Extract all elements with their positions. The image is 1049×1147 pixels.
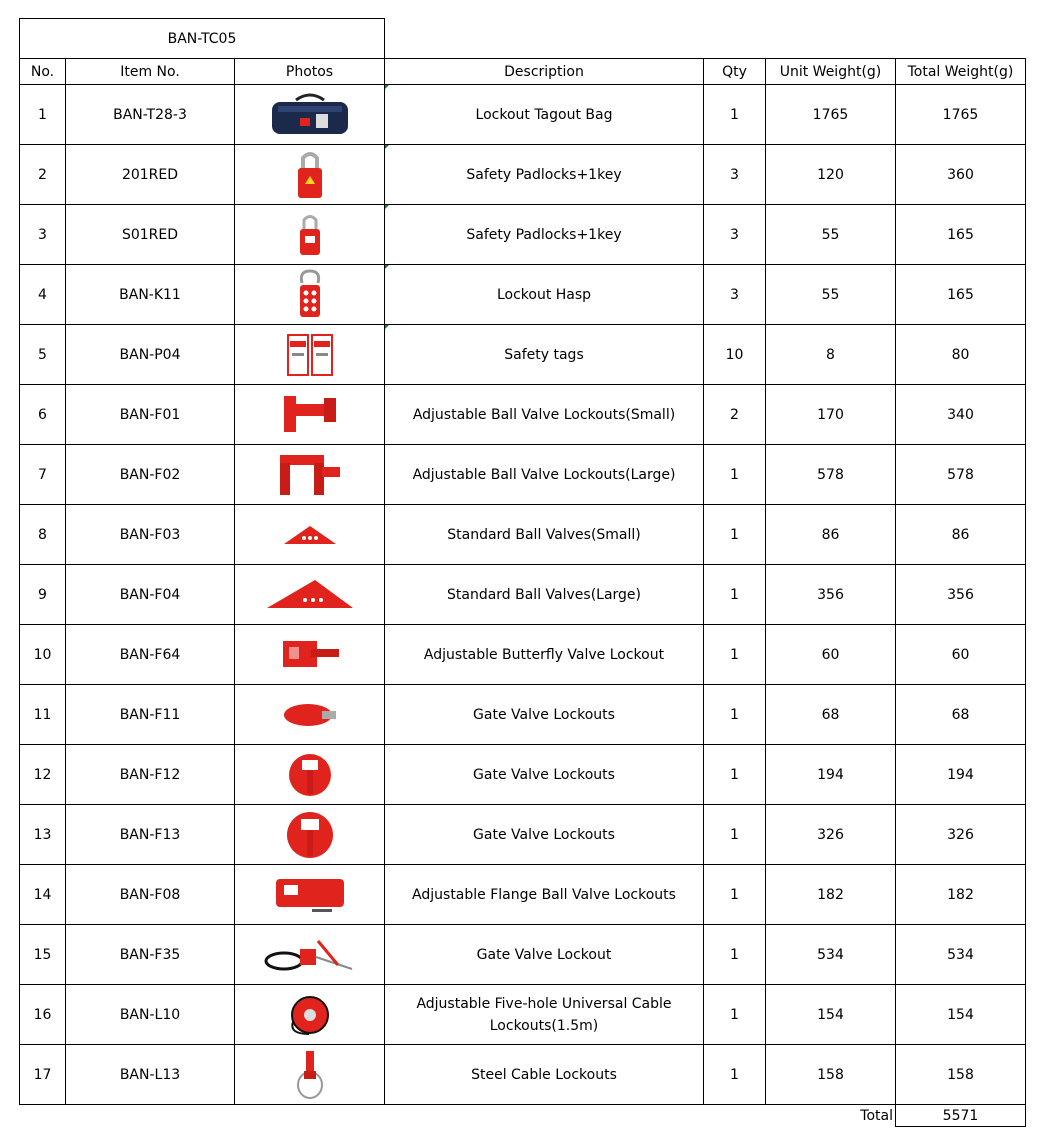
total-weight-text: 154 <box>947 1006 974 1023</box>
item-qty <box>704 565 766 625</box>
item-qty <box>704 445 766 505</box>
table-row <box>20 325 1026 385</box>
item-number-text: BAN-F08 <box>119 886 181 903</box>
total-label: Total <box>860 1107 893 1124</box>
item-description-text: Steel Cable Lockouts <box>471 1066 617 1083</box>
item-description-text: Gate Valve Lockouts <box>473 706 615 723</box>
item-photo <box>235 445 385 505</box>
item-description-text: Safety Padlocks+1key <box>466 226 622 243</box>
unit-weight-text: 55 <box>821 286 840 303</box>
total-weight-text: 326 <box>947 826 974 843</box>
unit-weight-text: 120 <box>817 166 844 183</box>
tool-bag-icon <box>239 92 380 138</box>
item-description-text: Adjustable Butterfly Valve Lockout <box>423 646 665 663</box>
row-number-text: 8 <box>38 526 47 543</box>
item-number <box>66 265 235 325</box>
item-description-text: Standard Ball Valves(Large) <box>446 586 642 603</box>
unit-weight <box>766 625 896 685</box>
table-row <box>20 805 1026 865</box>
item-photo <box>235 565 385 625</box>
unit-weight-text: 356 <box>817 586 844 603</box>
row-number-text: 5 <box>38 346 47 363</box>
item-number-text: BAN-L13 <box>119 1066 181 1083</box>
row-number <box>20 145 66 205</box>
row-number <box>20 745 66 805</box>
standard-valve-large-icon <box>239 578 380 612</box>
row-number <box>20 445 66 505</box>
ball-valve-small-icon <box>239 394 380 436</box>
total-weight-text: 578 <box>947 466 974 483</box>
title-spacer <box>385 19 1026 59</box>
unit-weight <box>766 325 896 385</box>
unit-weight <box>766 925 896 985</box>
item-qty <box>704 205 766 265</box>
row-number-text: 4 <box>38 286 47 303</box>
item-qty <box>704 385 766 445</box>
total-weight-text: 360 <box>947 166 974 183</box>
total-weight-text: 60 <box>951 646 970 663</box>
item-qty-text: 10 <box>725 346 744 363</box>
row-number-text: 1 <box>38 106 47 123</box>
total-weight-text: 1765 <box>942 106 979 123</box>
row-number <box>20 385 66 445</box>
row-number-text: 14 <box>33 886 52 903</box>
item-number <box>66 925 235 985</box>
row-number-text: 16 <box>33 1006 52 1023</box>
item-qty-text: 3 <box>730 226 739 243</box>
table-row <box>20 925 1026 985</box>
item-qty <box>704 985 766 1045</box>
item-description <box>385 265 704 325</box>
item-number-text: 201RED <box>121 166 179 183</box>
total-weight <box>896 565 1026 625</box>
unit-weight <box>766 385 896 445</box>
unit-weight <box>766 745 896 805</box>
table-row <box>20 565 1026 625</box>
item-description-text: Adjustable Ball Valve Lockouts(Small) <box>412 406 676 423</box>
row-number <box>20 925 66 985</box>
packing-list-table <box>19 18 1026 1127</box>
item-number-text: BAN-F35 <box>119 946 181 963</box>
item-number <box>66 385 235 445</box>
cell-comment-marker <box>385 85 389 89</box>
item-number <box>66 745 235 805</box>
item-qty-text: 1 <box>730 766 739 783</box>
item-number-text: BAN-F02 <box>119 466 181 483</box>
item-description <box>385 565 704 625</box>
cell-comment-marker <box>385 325 389 329</box>
header-description: Description <box>385 59 704 85</box>
item-qty <box>704 85 766 145</box>
item-number-text: BAN-F03 <box>119 526 181 543</box>
item-number-text: BAN-L10 <box>119 1006 181 1023</box>
item-qty <box>704 925 766 985</box>
item-number <box>66 685 235 745</box>
item-photo <box>235 505 385 565</box>
table-row <box>20 445 1026 505</box>
table-row <box>20 505 1026 565</box>
gate-valve-small-icon <box>239 701 380 729</box>
item-photo <box>235 85 385 145</box>
item-description-text: Adjustable Flange Ball Valve Lockouts <box>412 886 676 903</box>
table-row <box>20 1045 1026 1105</box>
item-photo <box>235 385 385 445</box>
row-number <box>20 865 66 925</box>
unit-weight <box>766 565 896 625</box>
total-weight-text: 340 <box>947 406 974 423</box>
unit-weight <box>766 685 896 745</box>
item-description-text: Adjustable Five-hole Universal Cable Lockouts(1.5m) <box>416 995 672 1034</box>
total-weight-text: 165 <box>947 286 974 303</box>
total-weight-text: 194 <box>947 766 974 783</box>
cell-comment-marker <box>385 205 389 209</box>
item-description <box>385 685 704 745</box>
safety-tags-icon <box>239 333 380 377</box>
cable-gate-lockout-icon <box>239 935 380 975</box>
row-number-text: 9 <box>38 586 47 603</box>
unit-weight <box>766 1045 896 1105</box>
item-number-text: S01RED <box>121 226 179 243</box>
item-description <box>385 1045 704 1105</box>
row-number <box>20 505 66 565</box>
unit-weight-text: 170 <box>817 406 844 423</box>
table-row <box>20 385 1026 445</box>
unit-weight-text: 55 <box>821 226 840 243</box>
item-description <box>385 985 704 1045</box>
item-qty <box>704 505 766 565</box>
header-item-no: Item No. <box>66 59 235 85</box>
total-weight-text: 68 <box>951 706 970 723</box>
total-weight <box>896 625 1026 685</box>
unit-weight <box>766 265 896 325</box>
item-description-text: Standard Ball Valves(Small) <box>447 526 641 543</box>
total-weight <box>896 325 1026 385</box>
unit-weight-text: 60 <box>821 646 840 663</box>
item-qty <box>704 325 766 385</box>
row-number-text: 17 <box>33 1066 52 1083</box>
item-photo <box>235 865 385 925</box>
item-qty <box>704 745 766 805</box>
total-weight <box>896 745 1026 805</box>
flange-valve-icon <box>239 875 380 915</box>
item-number-text: BAN-F11 <box>119 706 181 723</box>
total-weight <box>896 385 1026 445</box>
row-number <box>20 265 66 325</box>
total-weight <box>896 865 1026 925</box>
item-photo <box>235 985 385 1045</box>
row-number-text: 7 <box>38 466 47 483</box>
header-total-weight: Total Weight(g) <box>896 59 1026 85</box>
item-description-text: Gate Valve Lockouts <box>473 826 615 843</box>
total-weight-text: 80 <box>951 346 970 363</box>
item-photo <box>235 625 385 685</box>
row-number-text: 15 <box>33 946 52 963</box>
item-description <box>385 145 704 205</box>
item-number <box>66 145 235 205</box>
unit-weight <box>766 865 896 925</box>
packing-list-sheet <box>19 18 1026 1127</box>
total-weight-text: 158 <box>947 1066 974 1083</box>
item-qty-text: 1 <box>730 1006 739 1023</box>
item-number <box>66 985 235 1045</box>
item-number-text: BAN-F64 <box>119 646 181 663</box>
item-qty-text: 1 <box>730 586 739 603</box>
unit-weight <box>766 985 896 1045</box>
row-number-text: 2 <box>38 166 47 183</box>
table-row <box>20 985 1026 1045</box>
item-description-text: Safety tags <box>504 346 584 363</box>
unit-weight-text: 154 <box>817 1006 844 1023</box>
item-qty-text: 3 <box>730 166 739 183</box>
item-description <box>385 625 704 685</box>
table-row <box>20 265 1026 325</box>
ball-valve-large-icon <box>239 453 380 497</box>
row-number <box>20 985 66 1045</box>
item-description <box>385 925 704 985</box>
item-qty <box>704 265 766 325</box>
item-description <box>385 745 704 805</box>
header-unit-weight: Unit Weight(g) <box>766 59 896 85</box>
steel-cable-icon <box>239 1049 380 1101</box>
item-number <box>66 505 235 565</box>
total-weight <box>896 1045 1026 1105</box>
item-number-text: BAN-F13 <box>119 826 181 843</box>
unit-weight <box>766 445 896 505</box>
title-row <box>20 19 1026 59</box>
header-qty: Qty <box>704 59 766 85</box>
row-number-text: 13 <box>33 826 52 843</box>
unit-weight-text: 534 <box>817 946 844 963</box>
row-number-text: 12 <box>33 766 52 783</box>
unit-weight <box>766 145 896 205</box>
item-number <box>66 205 235 265</box>
item-description <box>385 865 704 925</box>
row-number <box>20 325 66 385</box>
item-photo <box>235 685 385 745</box>
row-number <box>20 625 66 685</box>
unit-weight-text: 194 <box>817 766 844 783</box>
total-weight-text: 182 <box>947 886 974 903</box>
total-spacer <box>20 1105 766 1127</box>
item-description-text: Safety Padlocks+1key <box>466 166 622 183</box>
item-qty <box>704 625 766 685</box>
butterfly-valve-icon <box>239 637 380 673</box>
item-number <box>66 85 235 145</box>
gate-valve-large-icon <box>239 810 380 860</box>
item-qty-text: 1 <box>730 826 739 843</box>
item-number <box>66 805 235 865</box>
row-number <box>20 1045 66 1105</box>
item-photo <box>235 1045 385 1105</box>
item-qty <box>704 145 766 205</box>
total-weight <box>896 685 1026 745</box>
item-description <box>385 325 704 385</box>
row-number-text: 6 <box>38 406 47 423</box>
cell-comment-marker <box>385 145 389 149</box>
total-weight-text: 534 <box>947 946 974 963</box>
unit-weight <box>766 505 896 565</box>
total-weight <box>896 85 1026 145</box>
item-number <box>66 625 235 685</box>
table-row <box>20 865 1026 925</box>
total-weight <box>896 205 1026 265</box>
unit-weight <box>766 805 896 865</box>
item-qty-text: 1 <box>730 106 739 123</box>
item-qty-text: 2 <box>730 406 739 423</box>
table-row <box>20 685 1026 745</box>
row-number-text: 11 <box>33 706 52 723</box>
row-number <box>20 205 66 265</box>
item-description <box>385 385 704 445</box>
unit-weight <box>766 205 896 265</box>
standard-valve-small-icon <box>239 522 380 548</box>
item-photo <box>235 805 385 865</box>
item-number <box>66 325 235 385</box>
unit-weight-text: 158 <box>817 1066 844 1083</box>
item-qty-text: 1 <box>730 646 739 663</box>
item-description-text: Adjustable Ball Valve Lockouts(Large) <box>412 466 676 483</box>
item-number-text: BAN-F04 <box>119 586 181 603</box>
table-row <box>20 205 1026 265</box>
item-description <box>385 505 704 565</box>
item-description <box>385 85 704 145</box>
total-weight-text: 356 <box>947 586 974 603</box>
item-description <box>385 445 704 505</box>
unit-weight-text: 578 <box>817 466 844 483</box>
item-number <box>66 445 235 505</box>
item-qty <box>704 805 766 865</box>
total-weight <box>896 265 1026 325</box>
item-number <box>66 865 235 925</box>
item-qty <box>704 685 766 745</box>
item-photo <box>235 745 385 805</box>
item-number-text: BAN-P04 <box>119 346 181 363</box>
cable-reel-icon <box>239 994 380 1036</box>
unit-weight-text: 182 <box>817 886 844 903</box>
item-photo <box>235 265 385 325</box>
item-photo <box>235 205 385 265</box>
hasp-icon <box>239 269 380 321</box>
row-number-text: 10 <box>33 646 52 663</box>
item-qty-text: 3 <box>730 286 739 303</box>
table-row <box>20 145 1026 205</box>
row-number <box>20 685 66 745</box>
item-description-text: Lockout Tagout Bag <box>475 106 613 123</box>
total-row <box>20 1105 1026 1127</box>
table-row <box>20 625 1026 685</box>
item-qty-text: 1 <box>730 946 739 963</box>
table-row <box>20 85 1026 145</box>
unit-weight-text: 1765 <box>812 106 849 123</box>
unit-weight-text: 8 <box>826 346 835 363</box>
item-description <box>385 205 704 265</box>
unit-weight <box>766 85 896 145</box>
total-value: 5571 <box>896 1105 1026 1127</box>
item-number-text: BAN-F01 <box>119 406 181 423</box>
item-number <box>66 1045 235 1105</box>
unit-weight-text: 68 <box>821 706 840 723</box>
item-number-text: BAN-T28-3 <box>113 106 187 123</box>
item-number-text: BAN-F12 <box>119 766 181 783</box>
total-weight-text: 165 <box>947 226 974 243</box>
padlock-small-icon <box>239 212 380 258</box>
gate-valve-medium-icon <box>239 752 380 798</box>
item-qty-text: 1 <box>730 1066 739 1083</box>
unit-weight-text: 86 <box>821 526 840 543</box>
item-photo <box>235 925 385 985</box>
item-photo <box>235 325 385 385</box>
sheet-title: BAN-TC05 <box>20 19 385 59</box>
total-weight <box>896 445 1026 505</box>
total-weight <box>896 145 1026 205</box>
row-number <box>20 565 66 625</box>
item-description-text: Gate Valve Lockouts <box>473 766 615 783</box>
header-photos: Photos <box>235 59 385 85</box>
item-number <box>66 565 235 625</box>
total-weight <box>896 925 1026 985</box>
item-qty-text: 1 <box>730 526 739 543</box>
total-weight-text: 86 <box>951 526 970 543</box>
item-description-text: Gate Valve Lockout <box>476 946 612 963</box>
total-weight <box>896 805 1026 865</box>
item-qty-text: 1 <box>730 886 739 903</box>
item-qty-text: 1 <box>730 706 739 723</box>
item-photo <box>235 145 385 205</box>
total-weight <box>896 505 1026 565</box>
header-no: No. <box>20 59 66 85</box>
row-number-text: 3 <box>38 226 47 243</box>
item-description-text: Lockout Hasp <box>496 286 592 303</box>
item-qty-text: 1 <box>730 466 739 483</box>
padlock-icon <box>239 150 380 200</box>
row-number <box>20 85 66 145</box>
unit-weight-text: 326 <box>817 826 844 843</box>
item-qty <box>704 865 766 925</box>
row-number <box>20 805 66 865</box>
total-weight <box>896 985 1026 1045</box>
table-row <box>20 745 1026 805</box>
header-row <box>20 59 1026 85</box>
item-description <box>385 805 704 865</box>
item-number-text: BAN-K11 <box>119 286 181 303</box>
item-qty <box>704 1045 766 1105</box>
cell-comment-marker <box>385 265 389 269</box>
